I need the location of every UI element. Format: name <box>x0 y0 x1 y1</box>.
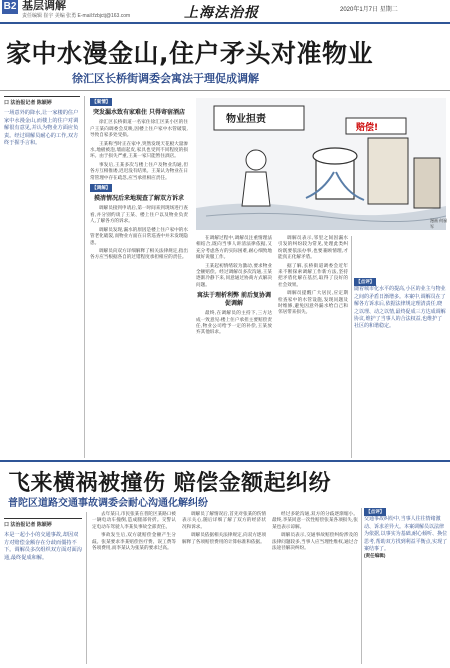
case-subhead: 突发漏水致有家难住 只得寄宿酒店 <box>92 109 186 117</box>
paragraph: 调解员接到申请后,第一时间来到现场进行查看,并分别约谈了王某、楼上住户以及物业负责人,了解各方的诉求。 <box>90 206 188 225</box>
mediate-subhead: 摸清情况后来地现查了解双方诉求 <box>93 195 184 203</box>
story2-column-2 <box>182 512 266 548</box>
story2-byline: 口 法治报记者 陈颖婷 <box>4 518 82 528</box>
paragraph: 调解员提醒广大居民,应定期检查家中的水管设施,发现问题及时维修,避免因意外漏水给自己和邻居带来损失。 <box>278 291 348 316</box>
story1-column-4 <box>278 236 348 319</box>
section-title: 基层调解 <box>22 0 66 12</box>
paragraph: 在调解过程中,调解员注重情理法相结合,既向当事人讲清法律依据,又充分考虑各方的实际困难,耐心细致地做好说服工作。 <box>196 236 272 261</box>
story-divider-rule <box>0 460 450 462</box>
paragraph: 经过多轮沟通,双方的分歧逐渐缩小。最终,李某同意一次性赔偿张某各项损失,张某也表示谅解。 <box>272 512 358 530</box>
story1-headline: 家中水漫金山,住户矛头对准物业 <box>6 39 373 68</box>
mediate-tag: 【调解】 <box>92 185 111 191</box>
story1-lead: 一场意外的降水,让一家楼的住户家中水漫金山,而楼上的住户对调解很有意见,并认为物业方面应负责。经过调解员耐心的工作,双方终于握手言和。 <box>4 110 79 147</box>
story2-lead: 本是一起小小的交通事故,却因双方对赔偿金额存在分歧而僵持不下。调解员多次组织双方面对面沟通,最终促成和解。 <box>4 532 82 561</box>
paragraph: 事故发生后,双方就赔偿金额产生分歧。张某要求李某赔偿医疗费、误工费等各项费用,而李某认为张某的要求过高。 <box>92 533 176 552</box>
paragraph: 事发后,王某多次与楼上住户及物业沟通,但各方互相推诿,迟迟没有结果。王某认为物业在日常管理中存在疏忽,应当承担相应责任。 <box>90 162 188 181</box>
paragraph: 最终,在调解员的主持下,三方达成一致意见:楼上住户承担主要赔偿责任,物业公司给予一定的补偿,王某放弃其他诉求。 <box>196 311 272 336</box>
story2-column-1 <box>92 512 176 554</box>
cartoon-credit: 漫画 何禄军 <box>430 218 448 229</box>
paragraph: 调解员依据相关法律规定,向双方逐项解释了各项赔偿费用的计算标准和依据。 <box>182 533 266 545</box>
story1-column-1 <box>90 98 188 264</box>
cartoon-illustration <box>196 98 446 230</box>
page-number-badge: B2 <box>3 1 17 12</box>
story1-column-3 <box>196 236 272 339</box>
column-divider <box>84 96 85 458</box>
story2-lead-box <box>4 518 82 562</box>
paragraph: 王某称当时正在家中,突然发现天花板大量渗水,地板被泡,墙面起皮,家具也受到不同程度的损坏。由于损失严重,王某一家只能暂住酒店。 <box>90 141 188 160</box>
cartoon-bubble-text: 赔偿! <box>356 123 379 133</box>
header-rule <box>0 22 450 24</box>
issue-date: 2020年1月7日 星期二 <box>340 7 398 13</box>
column-divider <box>86 512 87 664</box>
newspaper-masthead: 上海法治报 <box>184 5 259 21</box>
paragraph: 调解员表示,邻里之间因漏水引发的纠纷较为常见,处理此类纠纷既要依法办事,也要兼顾情理,才能真正化解矛盾。 <box>278 236 348 261</box>
result-subhead: 寓法于理析利弊 前后复协调促调解 <box>196 292 272 308</box>
story2-commentary <box>364 508 448 559</box>
case-tag: 【案情】 <box>92 99 111 104</box>
paragraph: 调解员表示,交通事故赔偿纠纷涉及的法律问题较多,当事人应当理性维权,通过合法途径解决纠纷。 <box>272 533 358 552</box>
paragraph: 据了解,长桥街道调委会近年来不断探索调解工作新方法,坚持把矛盾化解在基层,取得了良好的社会效果。 <box>278 263 348 288</box>
story1-byline: 口 法治报记者 陈颖婷 <box>4 96 80 106</box>
commentary-text: 随着城市化水平的提高,小区的业主与物业之间的矛盾日渐增多。本案中,调解员在了解各方诉求后,依据法律规定理清责任,晓之以理、动之以情,最终促成三方达成调解协议,维护了当事人的合法权益,也维护了社区的和谐稳定。 <box>354 286 446 330</box>
cartoon-sign-text: 物业担责 <box>226 114 266 125</box>
column-divider <box>361 508 362 664</box>
commentary-text: 交通事故纠纷中,当事人往往情绪激动、诉求差异大。本案调解员以法律为依据,以事实为基础,耐心倾听、换位思考,帮助双方找到利益平衡点,实现了案结事了。 <box>364 516 448 553</box>
commentary-tag: 【点评】 <box>366 509 385 514</box>
story1-lead-box <box>4 96 80 148</box>
story2-column-3 <box>272 512 358 554</box>
paragraph: 调解员向双方详细解释了相关法律规定,指出各方应当根据各自的过错程度承担相应的责任。 <box>90 248 188 261</box>
paragraph: 调解员发现,漏水的原因是楼上住户家中的水管老化破裂,而物业方面在日常巡查中并未发现隐患。 <box>90 227 188 246</box>
paragraph: 徐汇区长桥街道一名家住徐汇区某小区的住户王某向调委会反映,因楼上住户家中水管破裂,导致自家多处受损。 <box>90 120 188 139</box>
story2-subheadline: 普陀区道路交通事故调委会耐心沟通化解纠纷 <box>8 498 208 509</box>
paragraph: 去年某日,市民张某在普陀区某路口被一辆电动车撞倒,造成腿部骨折。交警认定电动车驾驶人李某负事故全部责任。 <box>92 512 176 530</box>
story2-headline: 飞来横祸被撞伤 赔偿金额起纠纷 <box>8 471 332 496</box>
paragraph: 王某起初情绪较为激动,要求物业全额赔偿。经过调解员多次沟通,王某逐渐冷静下来,同意通过协商方式解决问题。 <box>196 263 272 288</box>
paragraph: 调解员了解情况后,首先对张某的伤情表示关心,随后详细了解了双方的经济状况和诉求。 <box>182 512 266 530</box>
story1-rule <box>0 90 450 91</box>
story1-subheadline: 徐汇区长桥街调委会寓法于理促成调解 <box>72 72 259 85</box>
column-divider <box>351 236 352 458</box>
story1-commentary <box>354 278 446 331</box>
editor-note: (责任编辑) <box>364 553 386 559</box>
section-editor-line: 责任编辑 崔宇 美编 张勇 E-mail:fzbjctj@163.com <box>22 13 131 19</box>
commentary-tag: 【点评】 <box>356 279 375 284</box>
